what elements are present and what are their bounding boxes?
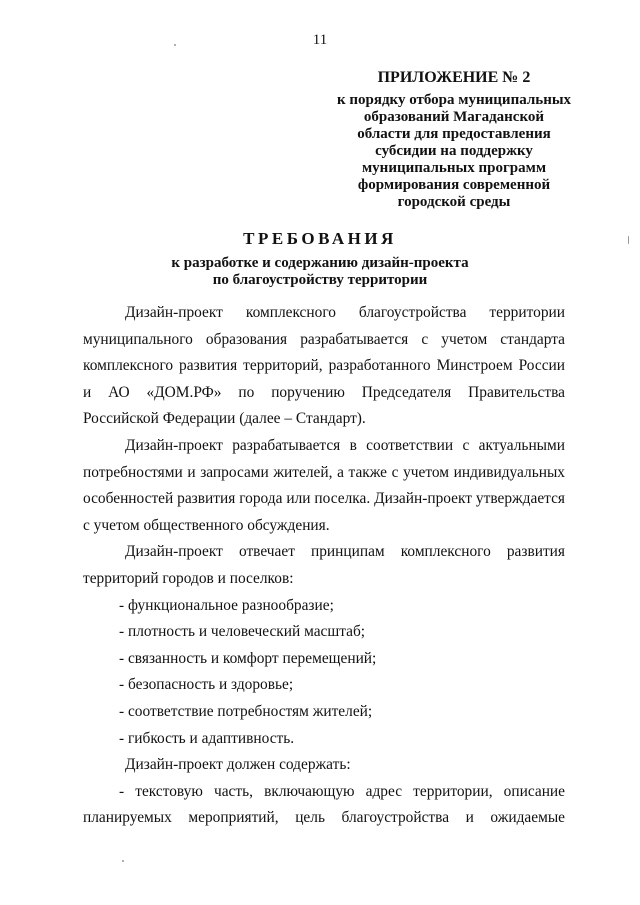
scan-speck bbox=[122, 860, 124, 862]
page-number: 11 bbox=[312, 32, 328, 48]
appendix-line: области для предоставления bbox=[357, 126, 551, 142]
appendix-line: субсидии на поддержку bbox=[375, 143, 533, 159]
appendix-line: образований Магаданской bbox=[363, 109, 545, 125]
appendix-block bbox=[316, 69, 592, 211]
paragraph-design-project-needs: Дизайн-проект разрабатывается в соответствии с актуальными потребностями и запросами жителей, а также с учетом индивидуальных особенностей развития города или поселка. Дизайн-проект утверждается с учетом общественного обсуждения. bbox=[83, 436, 565, 534]
principle-item: - гибкость и адаптивность. bbox=[119, 729, 295, 747]
appendix-title: ПРИЛОЖЕНИЕ № 2 bbox=[377, 69, 531, 86]
principle-item: - соответствие потребностям жителей; bbox=[119, 702, 373, 720]
appendix-line: муниципальных программ bbox=[361, 160, 547, 176]
paragraph-text-part: - текстовую часть, включающую адрес территории, описание планируемых мероприятий, цель благоустройства и ожидаемые bbox=[83, 782, 565, 827]
paragraph-design-project-standard: Дизайн-проект комплексного благоустройства территории муниципального образования разрабатывается с учетом стандарта комплексного развития территорий, разработанного Минстроем России и АО «ДОМ.РФ» по поручению Председателя Правительства Российской Федерации (далее – Стандарт). bbox=[83, 304, 565, 428]
paragraph-design-principles: Дизайн-проект отвечает принципам комплексного развития территорий городов и поселков: bbox=[83, 543, 565, 587]
document-title: ТРЕБОВАНИЯ bbox=[243, 229, 397, 248]
principle-item: - связанность и комфорт перемещений; bbox=[119, 649, 377, 667]
principle-item: - безопасность и здоровье; bbox=[119, 676, 294, 694]
scan-speck bbox=[174, 44, 176, 46]
scan-speck bbox=[628, 236, 629, 244]
document-heading bbox=[0, 229, 640, 289]
principle-item: - плотность и человеческий масштаб; bbox=[119, 623, 366, 641]
document-body bbox=[83, 300, 565, 832]
principle-item: - функциональное разнообразие; bbox=[119, 596, 334, 614]
appendix-line: городской среды bbox=[397, 194, 511, 210]
paragraph-contents-intro: Дизайн-проект должен содержать: bbox=[125, 756, 351, 774]
document-subtitle-line: к разработке и содержанию дизайн-проекта bbox=[171, 255, 469, 271]
appendix-line: к порядку отбора муниципальных bbox=[336, 92, 572, 108]
appendix-line: формирования современной bbox=[357, 177, 551, 193]
document-subtitle-line: по благоустройству территории bbox=[212, 272, 428, 288]
